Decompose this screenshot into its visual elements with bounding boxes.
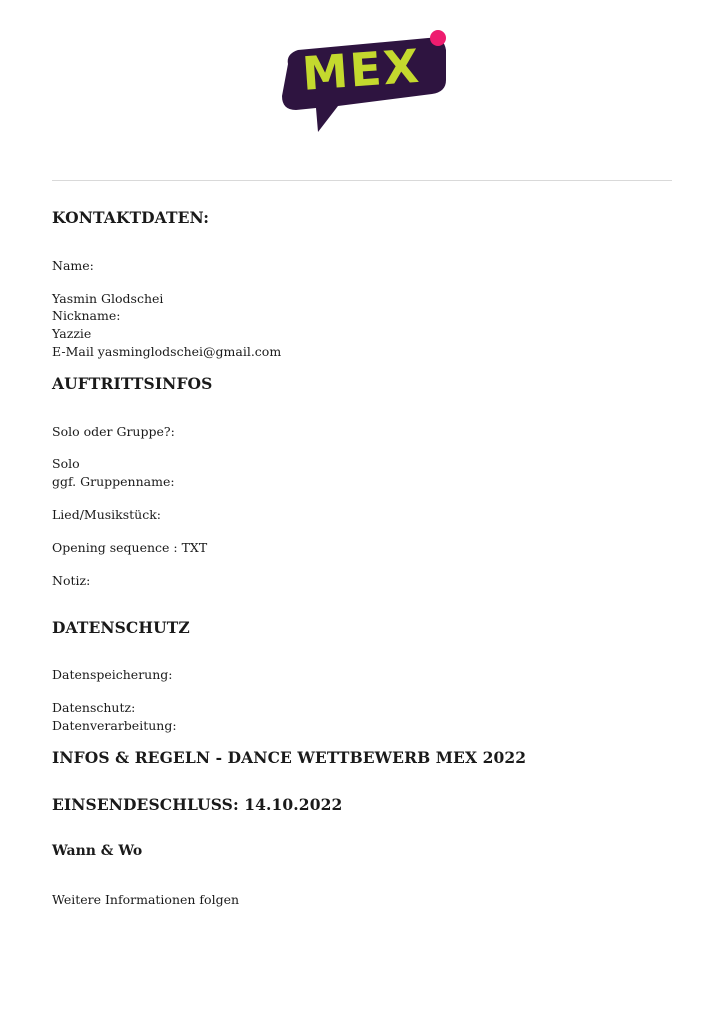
nickname-value: Yazzie [52,326,92,341]
logo-text: MEX [300,38,423,101]
nickname-label: Nickname: [52,308,121,323]
name-label: Name: [52,258,94,273]
auftrittsinfos-heading: AUFTRITTSINFOS [52,374,213,393]
logo-dot [430,30,446,46]
solo-gruppe-value: Solo [52,456,80,471]
email-line: E-Mail yasminglodschei@gmail.com [52,344,282,359]
logo-letters [300,39,422,101]
mex-logo [278,24,450,136]
header-divider [52,180,672,181]
name-value: Yasmin Glodschei [52,291,164,306]
lied-label: Lied/Musikstück: [52,507,162,522]
datenschutz-label: Datenschutz: [52,700,136,715]
datenschutz-heading: DATENSCHUTZ [52,618,190,637]
infos-regeln-heading: INFOS & REGELN - DANCE WETTBEWERB MEX 2022 [52,748,527,767]
einsendeschluss-heading: EINSENDESCHLUSS: 14.10.2022 [52,795,343,814]
datenspeicherung-label: Datenspeicherung: [52,667,173,682]
weitere-informationen-text: Weitere Informationen folgen [52,892,240,907]
datenverarbeitung-label: Datenverarbeitung: [52,718,177,733]
opening-sequence-line: Opening sequence : TXT [52,540,208,555]
solo-gruppe-label: Solo oder Gruppe?: [52,424,175,439]
kontaktdaten-heading: KONTAKTDATEN: [52,208,210,227]
notiz-label: Notiz: [52,573,91,588]
wann-wo-heading: Wann & Wo [52,843,143,859]
gruppenname-label: ggf. Gruppenname: [52,474,175,489]
